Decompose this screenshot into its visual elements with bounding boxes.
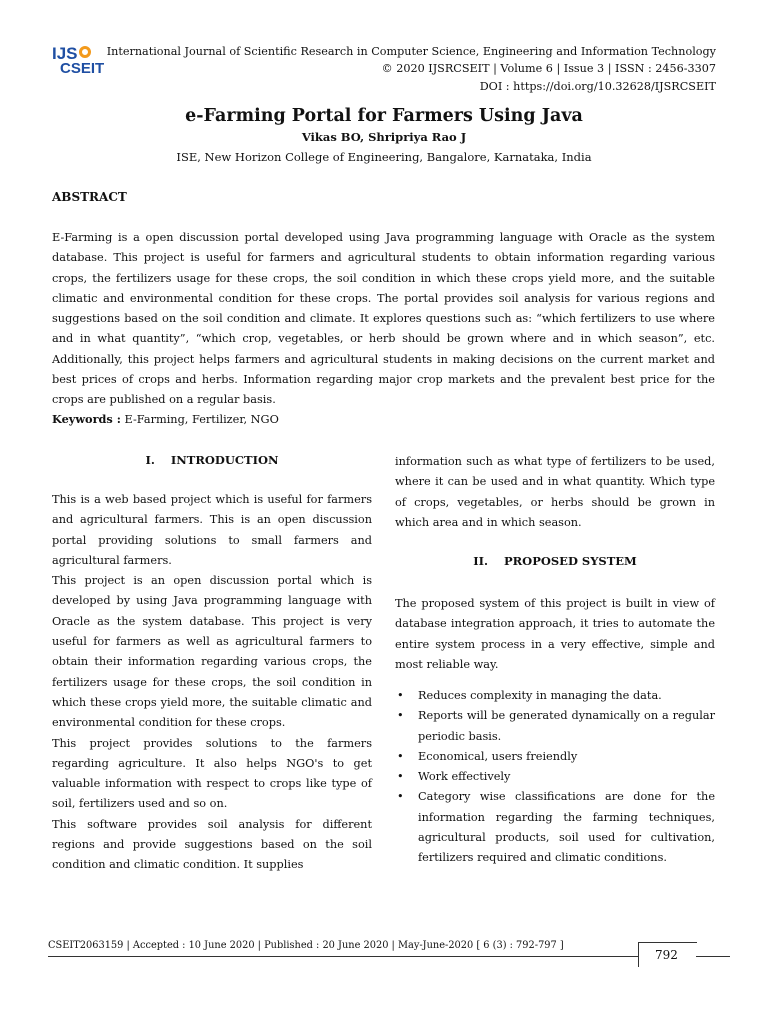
bullet-icon: • bbox=[397, 790, 404, 804]
logo-ring-icon bbox=[79, 46, 91, 58]
proposed-system-text: The proposed system of this project is built in view of database integration approach, it tries to automate the entire system process in a very effective, simple and most reliable way. bbox=[395, 597, 715, 671]
introduction-paragraph: This project is an open discussion portal which is developed by using Java programming language with Oracle as the system database. This project is very useful for farmers as well as agricultural farmers to obtain their information regarding various crops, the fertilizers usage for these crops, the soil condition in which these crops yield more, the suitable climatic and environmental condition for these crops. bbox=[52, 574, 372, 730]
introduction-paragraph: This software provides soil analysis for different regions and provide suggestions based on the soil condition and climatic condition. It supplies bbox=[52, 817, 372, 872]
bullet-item bbox=[395, 767, 715, 787]
logo-bottom-text: CSEIT bbox=[60, 60, 105, 77]
bullet-icon: • bbox=[397, 709, 404, 723]
abstract-heading: ABSTRACT bbox=[52, 190, 127, 204]
logo-top-text: IJS bbox=[52, 44, 78, 63]
page-number-divider bbox=[696, 956, 730, 957]
journal-doi: DOI : https://doi.org/10.32628/IJSRCSEIT bbox=[479, 80, 716, 93]
journal-volume-line: © 2020 IJSRCSEIT | Volume 6 | Issue 3 | ISSN : 2456-3307 bbox=[381, 62, 716, 75]
introduction-body bbox=[52, 490, 372, 876]
bullet-text: Economical, users freiendly bbox=[418, 749, 578, 763]
keywords-line bbox=[52, 412, 279, 426]
introduction-heading: I. INTRODUCTION bbox=[145, 453, 279, 467]
paper-affiliation: ISE, New Horizon College of Engineering, Bangalore, Karnataka, India bbox=[176, 150, 592, 164]
bullet-item bbox=[395, 747, 715, 767]
proposed-system-heading: II. PROPOSED SYSTEM bbox=[473, 554, 637, 568]
paper-title: e-Farming Portal for Farmers Using Java bbox=[185, 106, 583, 126]
footer-divider bbox=[48, 956, 638, 957]
bullet-text: Category wise classifications are done for the information regarding the farming techniques, agricultural products, soil used for cultivation, fertilizers required and climatic conditions. bbox=[418, 790, 715, 865]
bullet-text: Reduces complexity in managing the data. bbox=[418, 689, 662, 702]
bullet-icon: • bbox=[397, 749, 404, 763]
proposed-system-bullets bbox=[395, 686, 715, 869]
keywords-value: E-Farming, Fertilizer, NGO bbox=[124, 413, 279, 426]
journal-name: International Journal of Scientific Research in Computer Science, Engineering and Information Technology bbox=[106, 45, 716, 58]
bullet-item bbox=[395, 686, 715, 706]
bullet-item bbox=[395, 706, 715, 747]
bullet-icon: • bbox=[397, 770, 404, 784]
footer-citation: CSEIT2063159 | Accepted : 10 June 2020 | Published : 20 June 2020 | May-June-2020 [ 6 (3) : 792-797 ] bbox=[48, 940, 564, 951]
page-number: 792 bbox=[655, 948, 678, 962]
bullet-text: Reports will be generated dynamically on a regular periodic basis. bbox=[418, 709, 715, 743]
bullet-icon: • bbox=[397, 689, 404, 702]
keywords-label: Keywords : bbox=[52, 412, 121, 426]
introduction-continuation: information such as what type of fertilizers to be used, where it can be used and in what quantity. Which type of crops, vegetables, or herbs should be grown in which area and in which season. bbox=[395, 455, 715, 529]
journal-logo bbox=[52, 44, 114, 78]
abstract-text: E-Farming is a open discussion portal developed using Java programming language with Oracle as the system database. This project is useful for farmers and agricultural students to obtain information regarding various crops, the fertilizers usage for these crops, the soil condition in which these crops yield more, and the suitable climatic and environmental condition for these crops. The portal provides soil analysis for various regions and suggestions based on the soil condition and climate. It explores questions such as: “which fertilizers to use where and in what quantity”, “which crop, vegetables, or herb should be grown where and in which season”, etc. Additionally, this project helps farmers and agricultural students in making decisions on the current market and best prices of crops and herbs. Information regarding major crop markets and the prevalent best price for the crops are published on a regular basis. bbox=[52, 231, 715, 407]
introduction-paragraph: This is a web based project which is useful for farmers and agricultural farmers. This is an open discussion portal providing solutions to small farmers and agricultural farmers. bbox=[52, 493, 372, 567]
introduction-paragraph: This project provides solutions to the farmers regarding agriculture. It also helps NGO's to get valuable information with respect to crops like type of soil, fertilizers used and so on. bbox=[52, 736, 372, 811]
bullet-item bbox=[395, 787, 715, 868]
paper-authors: Vikas BO, Shripriya Rao J bbox=[301, 130, 467, 144]
bullet-text: Work effectively bbox=[418, 770, 511, 784]
